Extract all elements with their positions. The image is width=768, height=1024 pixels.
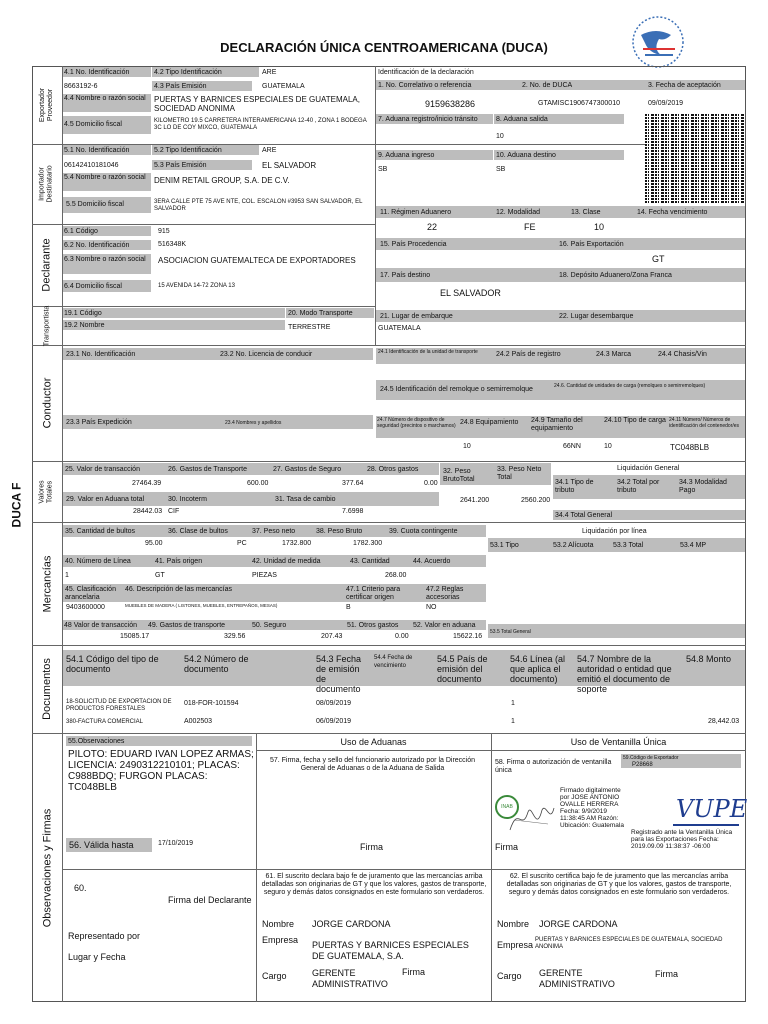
value-20: TERRESTRE [288,324,331,331]
value-24-8: 10 [463,443,471,450]
label-6-1: 6.1 Código [64,228,98,235]
value-6-1: 915 [158,228,170,235]
label-6-3: 6.3 Nombre o razón social [64,256,146,263]
label-24-1: 24.1 Identificación de la unidad de transporte [378,349,478,355]
value-47-2: NO [426,604,437,611]
value-50: 207.43 [321,633,343,640]
value-6-4: 15 AVENIDA 14-72 ZONA 13 [158,283,235,289]
cargo-value-61: GERENTE ADMINISTRATIVO [312,968,388,989]
value-41: GT [155,572,165,579]
vupe-logo: VUPE [676,795,748,823]
label-53-3: 53.3 Total [613,542,644,549]
vupe-registration-text: Registrado ante la Ventanilla Única para las Exportaciones Fecha: 2019.09.09 11:38:37 -06:00 [631,829,733,850]
empresa-value-61: PUERTAS Y BARNICES ESPECIALES DE GUATEMALA, S.A. [312,940,469,961]
lugar-y-fecha: Lugar y Fecha [68,952,126,962]
doc-header-54-8: 54.8 Monto [686,654,732,664]
label-53-5: 53.5 Total General [490,629,531,635]
label-19-2: 19.2 Nombre [64,322,105,329]
label-25: 25. Valor de transacción [65,466,140,473]
value-3: 09/09/2019 [648,100,684,107]
label-22: 22. Lugar desembarque [559,313,634,320]
section-mercancias: Mercancías [41,555,54,612]
doc-row-1-number: 018-FOR-101594 [184,700,239,707]
value-52: 15622.16 [453,633,483,640]
label-43: 43. Cantidad [350,558,390,565]
label-14: 14. Fecha vencimiento [637,209,708,216]
label-24-8: 24.8 Equipamiento [460,419,519,426]
label-24-9: 24.9 Tamaño del equipamiento [531,417,583,432]
value-5-2: ARE [262,147,277,154]
cargo-value-62: GERENTE ADMINISTRATIVO [539,968,615,989]
label-55: 55.Observaciones [68,738,125,745]
doc-header-54-3: 54.3 Fecha de emisión de documento [316,654,362,694]
firma-aduanas: Firma [360,842,383,852]
empresa-label-61: Empresa [262,935,299,945]
ident-header: Identificación de la declaración [378,69,474,76]
value-24-10: 10 [604,443,612,450]
signed-digitally-text: Firmado digitalmente por JOSE ANTONIO OVALLE HERRERA Fecha: 9/9/2019 11:38:45 AM Razón: Ubicación: Guatemala [560,787,624,829]
ventanilla-header: Uso de Ventanilla Única [570,737,667,747]
doc-row-2-date: 06/09/2019 [316,718,352,725]
label-24-2: 24.2 País de registro [496,351,561,358]
value-30: CIF [168,508,180,515]
section-conductor: Conductor [41,377,54,429]
label-10: 10. Aduana destino [496,152,556,159]
label-18: 18. Depósito Aduanero/Zona Franca [559,272,672,279]
value-6-3: ASOCIACION GUATEMALTECA DE EXPORTADORES [158,256,356,265]
label-52: 52. Valor en aduana [413,622,476,629]
label-5-4: 5.4 Nombre o razón social [64,174,146,181]
label-39: 39. Cuota contingente [389,528,458,535]
value-27: 377.64 [342,480,364,487]
label-57: 57. Firma, fecha y sello del funcionario autorizado por la Dirección General de Aduanas o de la Aduana de Salida [269,757,476,772]
label-16: 16. País Exportación [559,241,624,248]
label-5-3: 5.3 País Emisión [154,162,207,169]
value-24-9: 66NN [563,443,581,450]
doc-row-2-amount: 28,442.03 [708,718,740,725]
value-4-5: KILOMETRO 19.5 CARRETERA INTERAMERICANA 12-40 , ZONA 1 BODEGA 3C LO DE COY MIXCO, GUATEMALA [154,118,367,131]
doc-row-1-type: 18-SOLICITUD DE EXPORTACION DE PRODUCTOS FORESTALES [66,699,172,712]
value-26: 600.00 [247,480,269,487]
label-30: 30. Incoterm [168,496,207,503]
value-6-2: 516348K [158,241,187,248]
value-25: 27464.39 [132,480,162,487]
value-38: 1782.300 [353,540,383,547]
label-24-10: 24.10 Tipo de carga [604,417,666,424]
label-9: 9. Aduana ingreso [378,152,435,159]
label-35: 35. Cantidad de bultos [65,528,136,535]
aduanas-header: Uso de Aduanas [340,737,407,747]
empresa-label-62: Empresa [497,940,534,950]
section-documentos: Documentos [41,658,54,720]
value-4-1: 8663192-6 [64,83,98,90]
label-5-2: 5.2 Tipo Identificación [154,147,222,154]
label-4-2: 4.2 Tipo Identificación [154,69,222,76]
value-13: 10 [594,222,605,232]
label-44: 44. Acuerdo [413,558,451,565]
value-17: EL SALVADOR [440,288,501,298]
representado-por: Representado por [68,931,141,941]
label-34-1: 34.1 Tipo de tributo [555,479,594,494]
nombre-label-61: Nombre [262,919,295,929]
firma-61: Firma [402,967,425,977]
label-41: 41. País origen [155,558,203,565]
label-60: 60. [74,883,87,893]
label-48: 48 Valor de transacción [64,622,138,629]
value-43: 268.00 [385,572,407,579]
label-17: 17. País destino [380,272,431,279]
label-46: 46. Descripción de las mercancías [125,586,232,593]
label-58: 58. Firma o autorización de ventanilla única [495,759,612,774]
label-15: 15. País Procedencia [380,241,447,248]
label-21: 21. Lugar de embarque [380,313,453,320]
value-9: SB [378,166,388,173]
label-32: 32. Peso BrutoTotal [443,468,475,483]
label-38: 38. Peso Bruto [316,528,363,535]
doc-row-2-number: A002503 [184,718,213,725]
label-8: 8. Aduana salida [496,116,548,123]
value-45: 9403600000 [66,604,105,611]
sieca-logo [631,15,686,70]
section-transportista: Transportista [43,305,50,346]
label-50: 50. Seguro [252,622,287,629]
label-23-2: 23.2 No. Licencia de conducir [220,351,313,358]
empresa-value-62: PUERTAS Y BARNICES ESPECIALES DE GUATEMALA, SOCIEDAD ANONIMA [535,937,723,950]
label-29: 29. Valor en Aduana total [66,496,145,503]
label-24-11: 24.11 Número/ Números de identificación del contenedor/es [669,417,740,429]
label-34-3: 34.3 Modalidad Pago [679,479,727,494]
firma-declarante: Firma del Declarante [168,895,252,905]
section-importador: Importador Destinatario [39,165,55,203]
doc-row-1-date: 08/09/2019 [316,700,352,707]
value-11: 22 [427,222,438,232]
label-47-1: 47.1 Criterio para certificar origen [346,586,401,601]
label-34-4: 34.4 Total General [555,512,613,519]
value-31: 7.6998 [342,508,364,515]
label-23-1: 23.1 No. Identificación [66,351,136,358]
label-53-4: 53.4 MP [680,542,707,549]
label-51: 51. Otros gastos [347,622,399,629]
section-observaciones: Observaciones y Firmas [41,808,53,927]
label-1: 1. No. Correlativo o referencia [378,82,472,89]
label-23-3: 23.3 País Expedición [66,419,132,426]
section-declarante: Declarante [41,238,54,292]
doc-header-54-6: 54.6 Línea (al que aplica el documento) [510,654,566,684]
cargo-label-62: Cargo [497,971,522,981]
label-24-7: 24.7 Número de dispositivo de seguridad (precintos o marchamos) [377,417,456,429]
label-26: 26. Gastos de Transporte [168,466,247,473]
liq-linea-header: Liquidación por línea [582,528,647,535]
label-5-5: 5.5 Domicilio fiscal [66,201,124,208]
label-12: 12. Modalidad [496,209,540,216]
value-59: P28668 [632,762,653,768]
doc-header-54-7: 54.7 Nombre de la autoridad o entidad que emitió el documento de soporte [577,654,672,694]
cargo-label-61: Cargo [262,971,287,981]
label-56: 56. Válida hasta [69,840,134,850]
value-42: PIEZAS [252,572,277,579]
declaration-62: 62. El suscrito certifica bajo fe de juramento que las mercancías arriba detalladas son originarias de GT y que los valores, gastos de transporte, seguro y demás datos consignados en este formulario son verdaderos. [506,873,732,896]
liq-general-header: Liquidación General [617,465,680,472]
label-23-4: 23.4 Nombres y apellidos [225,420,282,426]
value-4-2: ARE [262,69,277,76]
firma-ventanilla: Firma [495,842,518,852]
section-valores: Valores Totales [39,479,54,504]
label-3: 3. Fecha de aceptación [648,82,721,89]
label-24-4: 24.4 Chasis/Vin [658,351,707,358]
doc-header-54-2: 54.2 Número de documento [184,654,249,674]
label-28: 28. Otros gastos [367,466,419,473]
label-59: 59.Código de Exportador [623,755,679,761]
label-47-2: 47.2 Reglas accesorias [426,586,464,601]
value-48: 15085.17 [120,633,150,640]
label-6-4: 6.4 Domicilio fiscal [64,283,122,290]
label-6-2: 6.2 No. Identificación [64,242,130,249]
value-1: 9159638286 [425,99,476,109]
label-31: 31. Tasa de cambio [275,496,336,503]
declaration-61: 61. El suscrito declara bajo fe de juramento que las mercancías arriba detalladas son originarias de GT y que los valores, gastos de transporte, seguro y demás datos consignados en este formulario son verdaderos. [261,873,487,896]
label-53-2: 53.2 Alícuota [553,542,594,549]
pdf417-barcode [645,114,745,204]
value-8: 10 [496,133,504,140]
value-10: SB [496,166,506,173]
label-2: 2. No. de DUCA [522,82,573,89]
value-40: 1 [65,572,69,579]
doc-row-1-line: 1 [511,700,515,707]
value-28: 0.00 [424,480,438,487]
digital-signature-scribble [508,800,556,836]
label-4-3: 4.3 País Emisión [154,83,207,90]
label-42: 42. Unidad de medida [252,558,321,565]
label-7: 7. Aduana registro/inicio tránsito [378,116,478,123]
label-37: 37. Peso neto [252,528,296,535]
value-33: 2560.200 [521,497,551,504]
value-5-5: 3ERA CALLE PTE 75 AVE NTE, COL. ESCALON #3953 SAN SALVADOR, EL SALVADOR [154,199,363,212]
label-5-1: 5.1 No. Identificación [64,147,130,154]
doc-row-2-type: 380-FACTURA COMERCIAL [66,719,144,725]
label-19-1: 19.1 Código [64,310,102,317]
label-13: 13. Clase [571,209,601,216]
nombre-label-62: Nombre [497,919,530,929]
label-49: 49. Gastos de transporte [148,622,226,629]
label-53-1: 53.1 Tipo [490,542,519,549]
label-24-3: 24.3 Marca [596,351,632,358]
value-47-1: B [346,604,351,611]
value-24-11: TC048BLB [670,443,710,452]
value-37: 1732.800 [282,540,312,547]
label-4-1: 4.1 No. Identificación [64,69,130,76]
doc-header-54-5: 54.5 País de emisión del documento [437,654,488,684]
duca-f-side-label: DUCA F [9,482,24,528]
value-2: GTAMISC1906747300010 [538,100,620,107]
label-24-6: 24.6. Cantidad de unidades de carga (remolques o semirremolques) [554,383,706,389]
label-33: 33. Peso Neto Total [497,466,542,481]
label-4-4: 4.4 Nombre o razón social [64,95,146,102]
label-20: 20. Modo Transporte [288,310,353,317]
value-56: 17/10/2019 [158,840,194,847]
value-4-3: GUATEMALA [262,83,305,90]
value-36: PC [237,540,247,547]
value-32: 2641.200 [460,497,490,504]
value-12: FE [524,222,536,232]
label-40: 40. Número de Línea [65,558,131,565]
label-4-5: 4.5 Domicilio fiscal [64,121,122,128]
value-21: GUATEMALA [378,325,421,332]
doc-header-54-4: 54.4 Fecha de vencimiento [374,655,413,669]
value-5-4: DENIM RETAIL GROUP, S.A. DE C.V. [154,176,290,185]
doc-row-2-line: 1 [511,718,515,725]
value-51: 0.00 [395,633,409,640]
label-11: 11. Régimen Aduanero [380,209,452,216]
value-35: 95.00 [145,540,163,547]
label-45: 45. Clasificación arancelaria [65,586,116,601]
nombre-value-61: JORGE CARDONA [312,919,391,929]
value-5-3: EL SALVADOR [262,161,317,170]
value-49: 329.56 [224,633,246,640]
document-title: DECLARACIÓN ÚNICA CENTROAMERICANA (DUCA) [220,40,548,55]
value-4-4: PUERTAS Y BARNICES ESPECIALES DE GUATEMALA, SOCIEDAD ANONIMA [154,95,360,113]
nombre-value-62: JORGE CARDONA [539,919,618,929]
value-55: PILOTO: EDUARD IVAN LOPEZ ARMAS; LICENCIA: 2490312210101; PLACAS: C988BDQ; FURGON PLACAS: TC048BLB [68,749,254,793]
value-29: 28442.03 [133,508,163,515]
section-exportador: Exportador Proveedor [39,87,54,123]
doc-header-54-1: 54.1 Código del tipo de documento [66,654,159,674]
firma-62: Firma [655,969,678,979]
inab-logo: INAB [495,795,519,819]
value-5-1: 06142410181046 [64,162,119,169]
value-16: GT [652,254,665,264]
label-36: 36. Clase de bultos [168,528,228,535]
label-27: 27. Gastos de Seguro [273,466,342,473]
value-46: MUEBLES DE MADERA ( LISTONES, MUEBLES, ENTREPAÑOS, MESAS) [125,603,278,608]
label-34-2: 34.2 Total por tributo [617,479,660,494]
label-24-5: 24.5 Identificación del remolque o semirremolque [380,386,533,393]
